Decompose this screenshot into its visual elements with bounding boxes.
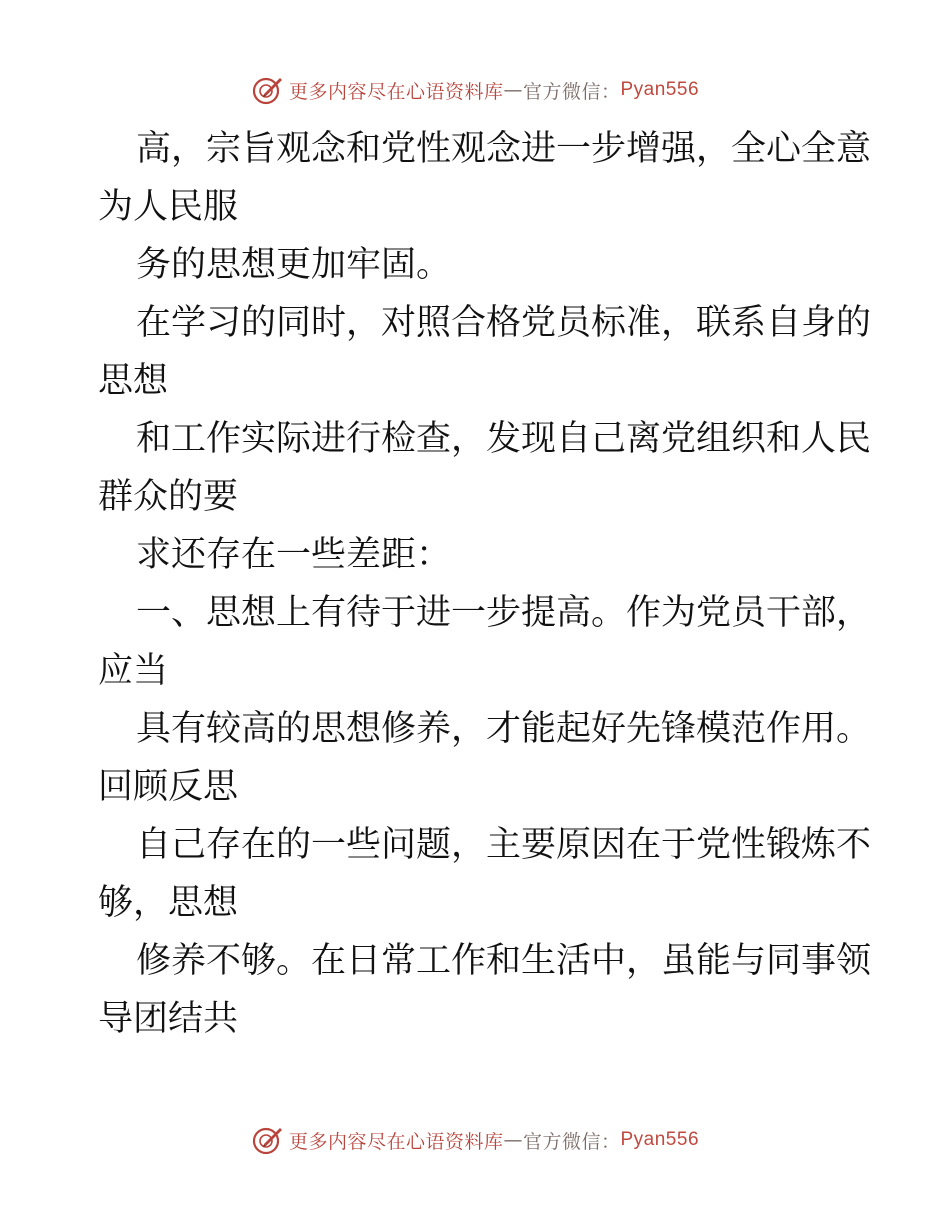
text-line: 应当 [98, 651, 169, 691]
header-brand-text: 更多内容尽在心语资料库 [288, 80, 504, 103]
header-wechat-id: Pyan556 [620, 79, 700, 100]
text-line: 一、思想上有待于进一步提高。作为党员干部， [136, 593, 872, 633]
footer-dash: — [503, 1129, 523, 1151]
footer-wechat-id: Pyan556 [620, 1129, 700, 1150]
header-banner [0, 72, 950, 108]
header-wechat-label: 官方微信： [522, 80, 621, 103]
footer-wechat-label: 官方微信： [522, 1130, 621, 1153]
header-dash: — [503, 79, 523, 101]
text-line: 具有较高的思想修养，才能起好先锋模范作用。 [136, 709, 872, 749]
text-line: 够，思想 [98, 883, 239, 923]
text-line: 为人民服 [98, 187, 239, 227]
document-body [98, 120, 872, 1048]
footer-brand-text: 更多内容尽在心语资料库 [288, 1130, 504, 1153]
text-line: 导团结共 [98, 999, 239, 1039]
text-line: 回顾反思 [98, 767, 239, 807]
text-line: 求还存在一些差距： [136, 535, 452, 575]
text-line: 群众的要 [98, 477, 239, 517]
text-line: 务的思想更加牢固。 [136, 245, 452, 285]
text-line: 修养不够。在日常工作和生活中，虽能与同事领 [136, 941, 872, 981]
pen-nib-logo-icon [251, 73, 285, 107]
text-line: 在学习的同时，对照合格党员标准，联系自身的 [136, 303, 872, 343]
text-line: 思想 [98, 361, 169, 401]
text-line: 高，宗旨观念和党性观念进一步增强，全心全意 [136, 129, 872, 169]
text-line: 自己存在的一些问题，主要原因在于党性锻炼不 [136, 825, 872, 865]
pen-nib-logo-icon [251, 1123, 285, 1157]
footer-banner [0, 1122, 950, 1158]
text-line: 和工作实际进行检查，发现自己离党组织和人民 [136, 419, 872, 459]
